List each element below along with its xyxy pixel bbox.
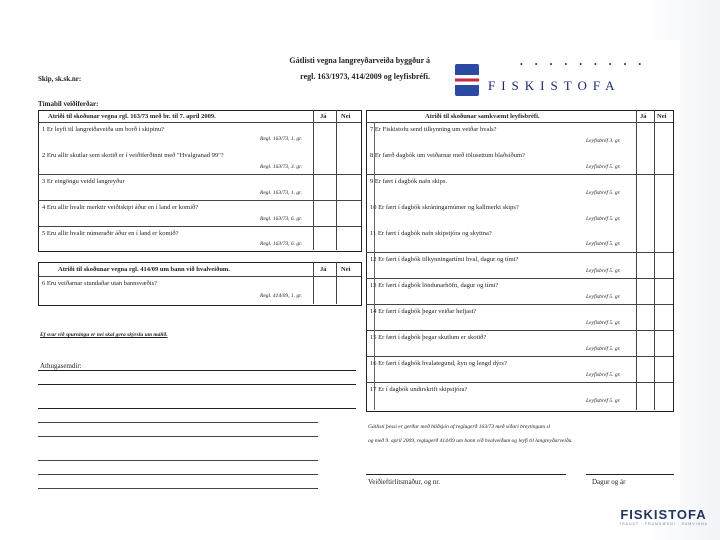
question-9: 9 Er fært í dagbók nafn skips. xyxy=(370,178,448,185)
remarks-label: Athugasemdir: xyxy=(40,362,82,370)
question-6: 6 Eru veiðarnar stundaðar utan bannsvæðis? xyxy=(42,280,157,287)
question-7: 7 Er Fiskistofu send tilkynning um veiðar hvals? xyxy=(370,126,497,133)
logo-dots: • • • • • • • • • xyxy=(520,60,647,69)
right-col-yes: Já xyxy=(640,113,647,120)
left-table2-header: Atriði til skoðunar vegna rgl. 414/09 um bann við hvalveiðum. xyxy=(58,266,230,273)
question-17: 17 Er í dagbók undirskrift skipstjóra? xyxy=(370,386,468,393)
left-col-no: Nei xyxy=(341,113,351,120)
question-16: 16 Er fært í dagbók hvalategund, kyn og lengd dýrs? xyxy=(370,360,507,367)
ref-12: Leyfisbréf 5. gr. xyxy=(586,268,621,274)
question-4: 4 Eru allir hvalir merktir veiðiskipi áður en í land er komið? xyxy=(42,204,199,211)
period-label: Tímabil veiðiferðar: xyxy=(38,100,99,108)
ref-10: Leyfisbréf 5. gr. xyxy=(586,216,621,222)
question-15: 15 Er fært í dagbók þegar skutlum er skotið? xyxy=(370,334,487,341)
title-line2: regl. 163/1973, 414/2009 og leyfisbréfi. xyxy=(300,72,430,81)
left2-col-no: Nei xyxy=(341,266,351,273)
ref-13: Leyfisbréf 5. gr. xyxy=(586,294,621,300)
ref-7: Leyfisbréf 3. gr. xyxy=(586,138,621,144)
ref-3: Regl. 163/73, 1. gr. xyxy=(260,190,303,196)
ref-1: Regl. 163/73, 1. gr. xyxy=(260,136,303,142)
footer-logo xyxy=(619,507,708,526)
question-8: 8 Er færð dagbók um veiðarnar með tölusettum blaðsíðum? xyxy=(370,152,525,159)
coat-of-arms-icon xyxy=(455,64,479,96)
ref-8: Leyfisbréf 5. gr. xyxy=(586,164,621,170)
fiskistofa-logo-text: FISKISTOFA xyxy=(488,78,621,93)
question-5: 5 Eru allir hvalir númeraðir áður en í land er komið? xyxy=(42,230,179,237)
ref-11: Leyfisbréf 5. gr. xyxy=(586,241,621,247)
question-10: 10 Er fært í dagbók skráningarnúmer og kallmerki skips? xyxy=(370,204,519,211)
ref-6: Regl. 414/09, 1. gr. xyxy=(260,293,303,299)
question-13: 13 Er fært í dagbók löndunarhöfn, dagur og tími? xyxy=(370,282,499,289)
question-11: 11 Er fært í dagbók nafn skipstjóra og skyttna? xyxy=(370,230,492,237)
footer-tagline: TRAUST · FRAMSÆKNI · SAMVINNA xyxy=(618,522,708,526)
date-label: Dagur og ár xyxy=(592,478,626,486)
question-2: 2 Eru allir skutlar sem skotið er í veiðiferðinni með "Hvalgranad 99"? xyxy=(42,152,224,159)
right-table-header: Atriði til skoðunar samkvæmt leyfisbréfi. xyxy=(425,113,540,120)
question-12: 12 Er fært í dagbók tilkynningartími hval, dagur og tími? xyxy=(370,256,519,263)
left-col-yes: Já xyxy=(320,113,327,120)
if-no-note: Ef svar við spurningu er nei skal gera skýrslu um málið. xyxy=(40,332,168,338)
left-table-header: Atriði til skoðunar vegna rgl. 163/73 með br. til 7. apríl 2009. xyxy=(48,113,216,120)
title-line1: Gátlisti vegna langreyðarveiða byggður á xyxy=(289,56,430,65)
ref-5: Regl. 163/73, 6. gr. xyxy=(260,241,303,247)
ref-2: Regl. 163/73, 3. gr. xyxy=(260,164,303,170)
legal-text-line1: Gátlisti þessi er gerður með hliðsjón af reglugerð 163/73 með síðari breytingum sl xyxy=(368,424,551,430)
right-col-no: Nei xyxy=(657,113,667,120)
checklist-document xyxy=(30,40,680,510)
ref-4: Regl. 163/73, 6. gr. xyxy=(260,216,303,222)
footer-brand: FISKISTOFA xyxy=(620,507,707,522)
ref-17: Leyfisbréf 5. gr. xyxy=(586,398,621,404)
left2-col-yes: Já xyxy=(320,266,327,273)
ref-9: Leyfisbréf 5. gr. xyxy=(586,190,621,196)
inspector-label: Veiðieftirlitsmaður, og nr. xyxy=(368,478,441,486)
question-1: 1 Er leyfi til langreiðaveiða um borð í skipinu? xyxy=(42,126,165,133)
question-3: 3 Er eingöngu veidd langreyður xyxy=(42,178,125,185)
ref-14: Leyfisbréf 5. gr. xyxy=(586,320,621,326)
ref-16: Leyfisbréf 5. gr. xyxy=(586,372,621,378)
legal-text-line2: og með 9. apríl 2009, reglugerð 414/09 um bann við hvalveiðum og leyfi til langreyðarveiða. xyxy=(368,438,573,444)
question-14: 14 Er fært í dagbók þegar veiðar hefjast? xyxy=(370,308,477,315)
ship-label: Skip, sk.sk.nr: xyxy=(38,75,82,83)
ref-15: Leyfisbréf 5. gr. xyxy=(586,346,621,352)
